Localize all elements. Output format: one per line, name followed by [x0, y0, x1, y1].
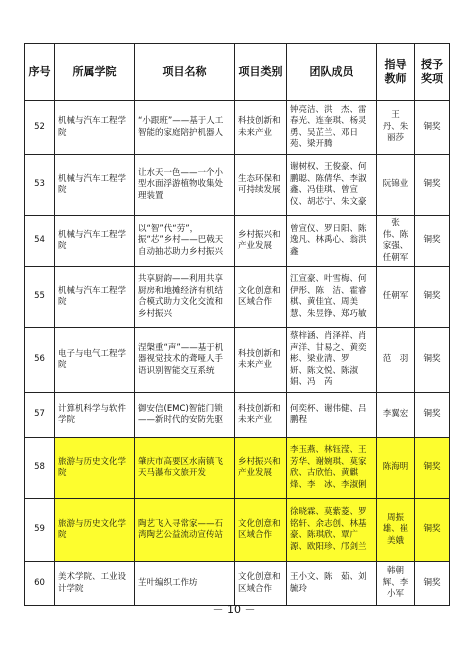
members-cell: 李玉燕、林钰滢、王芳华、谢婉琪、莫家欣、古欣怡、黄麒烽、李 冰、李淑俐 [287, 438, 377, 499]
members-cell: 何奕杯、谢伟健、吕鹏程 [287, 393, 377, 438]
members-cell: 江宣豪、叶雪梅、何伊彤、陈 洁、霍睿棋、黄佳宜、周美慧、朱昱铮、郑巧敏 [287, 267, 377, 328]
project-cell: 芏叶编织工作坊 [135, 562, 235, 606]
awards-table [24, 43, 450, 606]
members-cell: 王小文、陈 茹、刘毓玲 [287, 562, 377, 606]
category-cell: 乡村振兴和产业发展 [235, 216, 287, 267]
college-cell: 机械与汽车工程学院 [55, 155, 135, 216]
members-cell: 钟亮洁、洪 杰、雷春光、连奎琪、杨灵勇、吴芷兰、邓日苑、梁开腾 [287, 101, 377, 155]
table-row [25, 155, 450, 216]
row-number: 53 [25, 155, 55, 216]
award-cell: 铜奖 [415, 438, 450, 499]
award-cell: 铜奖 [415, 562, 450, 606]
advisors-cell: 范 羽 [377, 328, 415, 393]
row-number: 60 [25, 562, 55, 606]
advisors-cell: 张 伟、陈家强、任朝军 [377, 216, 415, 267]
project-cell: 陶艺飞入寻常家——石湾陶艺公益流动宣传站 [135, 499, 235, 562]
category-cell: 科技创新和未来产业 [235, 328, 287, 393]
advisors-cell: 王 丹、朱丽莎 [377, 101, 415, 155]
advisors-cell: 阮锦业 [377, 155, 415, 216]
header-row [25, 44, 450, 101]
table-row [25, 499, 450, 562]
members-cell: 蔡梓涵、肖泽祥、肖声洋、甘易之、黄奕彬、梁业清、罗 妍、陈文悦、陈淑娟、冯 芮 [287, 328, 377, 393]
advisors-cell: 李翼宏 [377, 393, 415, 438]
table-row [25, 562, 450, 606]
project-cell: 共享厨韵——利用共享厨房和地摊经济有机结合模式助力文化交流和乡村振兴 [135, 267, 235, 328]
award-cell: 铜奖 [415, 155, 450, 216]
header-cell-category: 项目类别 [235, 44, 287, 101]
table-row [25, 216, 450, 267]
project-cell: 御安信(EMC)智能门锁——新时代的安防先驱 [135, 393, 235, 438]
college-cell: 旅游与历史文化学院 [55, 438, 135, 499]
category-cell: 文化创意和区域合作 [235, 499, 287, 562]
table-row [25, 438, 450, 499]
page-number: － 10 － [212, 603, 256, 616]
college-cell: 机械与汽车工程学院 [55, 101, 135, 155]
header-cell-project: 项目名称 [135, 44, 235, 101]
award-cell: 铜奖 [415, 216, 450, 267]
college-cell: 美术学院、工业设计学院 [55, 562, 135, 606]
college-cell: 机械与汽车工程学院 [55, 216, 135, 267]
award-cell: 铜奖 [415, 499, 450, 562]
row-number: 56 [25, 328, 55, 393]
project-cell: 让水天一色——一个小型水面浮游植物收集处理装置 [135, 155, 235, 216]
table-row [25, 101, 450, 155]
award-cell: 铜奖 [415, 328, 450, 393]
award-cell: 铜奖 [415, 267, 450, 328]
header-cell-members: 团队成员 [287, 44, 377, 101]
category-cell: 乡村振兴和产业发展 [235, 438, 287, 499]
advisors-cell: 任朝军 [377, 267, 415, 328]
header-cell-advisors: 指导教师 [377, 44, 415, 101]
college-cell: 计算机科学与软件学院 [55, 393, 135, 438]
category-cell: 科技创新和未来产业 [235, 101, 287, 155]
advisors-cell: 陈海明 [377, 438, 415, 499]
members-cell: 曾宣仪、罗日阳、陈逸凡、林禹心、翁洪鑫 [287, 216, 377, 267]
members-cell: 徐晓霖、莫紫菱、罗铭轩、余志创、林基豪、陈琪欣、覃广源、欧阳珍、邝剑兰 [287, 499, 377, 562]
college-cell: 旅游与历史文化学院 [55, 499, 135, 562]
award-cell: 铜奖 [415, 393, 450, 438]
row-number: 57 [25, 393, 55, 438]
header-cell-number: 序号 [25, 44, 55, 101]
project-cell: 以“智”代“劳”，振“芯”乡村——巴戟天自动抽芯助力乡村振兴 [135, 216, 235, 267]
category-cell: 文化创意和区域合作 [235, 562, 287, 606]
college-cell: 电子与电气工程学院 [55, 328, 135, 393]
header-cell-college: 所属学院 [55, 44, 135, 101]
project-cell: 肇庆市高要区水南镇飞天马瀑布文旅开发 [135, 438, 235, 499]
table-row [25, 267, 450, 328]
project-cell: “小跟班”——基于人工智能的家庭陪护机器人 [135, 101, 235, 155]
college-cell: 机械与汽车工程学院 [55, 267, 135, 328]
project-cell: 涅槃重“声”——基于机器视觉技术的聋哑人手语识别智能交互系统 [135, 328, 235, 393]
category-cell: 科技创新和未来产业 [235, 393, 287, 438]
members-cell: 谢树权、王俊豪、何鹏聪、陈倩华、李淑鑫、冯佳琪、曾宣仪、胡芯宁、朱文豪 [287, 155, 377, 216]
category-cell: 文化创意和区域合作 [235, 267, 287, 328]
header-cell-award: 授予奖项 [415, 44, 450, 101]
advisors-cell: 周振雄、崔美娥 [377, 499, 415, 562]
category-cell: 生态环保和可持续发展 [235, 155, 287, 216]
advisors-cell: 韩朝辉、李小军 [377, 562, 415, 606]
row-number: 54 [25, 216, 55, 267]
table-row [25, 393, 450, 438]
row-number: 55 [25, 267, 55, 328]
award-cell: 铜奖 [415, 101, 450, 155]
row-number: 59 [25, 499, 55, 562]
table-row [25, 328, 450, 393]
row-number: 58 [25, 438, 55, 499]
row-number: 52 [25, 101, 55, 155]
